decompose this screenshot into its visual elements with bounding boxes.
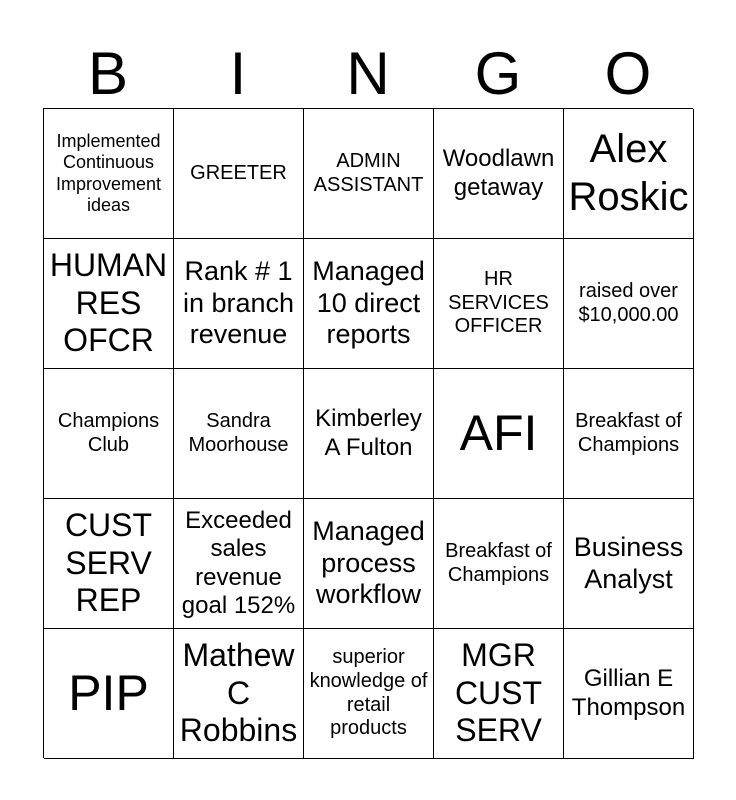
cell-label: Managed process workflow — [312, 515, 425, 610]
bingo-cell[interactable] — [44, 629, 174, 759]
bingo-cell[interactable] — [564, 499, 694, 629]
cell-label: GREETER — [190, 161, 287, 184]
cell-label: Business Analyst — [573, 531, 684, 594]
bingo-cell[interactable] — [434, 629, 564, 759]
bingo-cell[interactable] — [564, 369, 694, 499]
cell-label: Exceeded sales revenue goal 152% — [181, 506, 296, 619]
cell-label: Woodlawn getaway — [442, 145, 555, 201]
cell-label: MGR CUST SERV — [454, 636, 543, 749]
bingo-cell[interactable] — [44, 499, 174, 629]
header-letter-g: G — [474, 40, 522, 107]
cell-label: superior knowledge of retail products — [309, 646, 428, 740]
header-letter-n: N — [346, 40, 390, 107]
header-letter-i: I — [229, 40, 247, 107]
bingo-cell[interactable] — [564, 109, 694, 239]
cell-label: raised over $10,000.00 — [578, 279, 679, 326]
bingo-cell[interactable] — [174, 629, 304, 759]
bingo-card-grid — [43, 108, 693, 758]
cell-label: Breakfast of Champions — [445, 539, 552, 586]
bingo-cell[interactable] — [44, 239, 174, 369]
header-letter-b: B — [87, 40, 129, 107]
cell-label: Alex Roskic — [568, 127, 689, 219]
bingo-cell[interactable] — [304, 239, 434, 369]
bingo-cell[interactable] — [174, 239, 304, 369]
bingo-cell[interactable] — [434, 239, 564, 369]
bingo-cell[interactable] — [304, 629, 434, 759]
bingo-cell[interactable] — [564, 239, 694, 369]
cell-label: Mathew C Robbins — [179, 636, 298, 749]
cell-label: CUST SERV REP — [64, 506, 153, 619]
cell-label: ADMIN ASSISTANT — [313, 149, 424, 196]
cell-label: Champions Club — [57, 409, 160, 456]
cell-label: Implemented Continuous Improvement ideas — [55, 131, 162, 215]
bingo-cell[interactable] — [174, 109, 304, 239]
header-letter-o: O — [604, 40, 652, 107]
bingo-cell[interactable] — [434, 499, 564, 629]
bingo-cell[interactable] — [174, 499, 304, 629]
bingo-cell[interactable] — [304, 499, 434, 629]
cell-label: HUMAN RES OFCR — [49, 246, 168, 359]
bingo-cell[interactable] — [434, 109, 564, 239]
bingo-cell[interactable] — [564, 629, 694, 759]
cell-label: Kimberley A Fulton — [315, 405, 422, 461]
cell-label: AFI — [459, 405, 538, 461]
bingo-cell[interactable] — [174, 369, 304, 499]
bingo-cell[interactable] — [44, 369, 174, 499]
cell-label: Gillian E Thompson — [571, 665, 686, 721]
cell-label: Managed 10 direct reports — [312, 255, 425, 350]
cell-label: PIP — [68, 665, 149, 721]
cell-label: HR SERVICES OFFICER — [448, 268, 549, 338]
cell-label: Breakfast of Champions — [575, 409, 682, 456]
cell-label: Rank # 1 in branch revenue — [182, 255, 295, 350]
bingo-cell[interactable] — [44, 109, 174, 239]
bingo-cell[interactable] — [434, 369, 564, 499]
bingo-cell[interactable] — [304, 369, 434, 499]
bingo-header — [43, 40, 693, 108]
cell-label: Sandra Moorhouse — [188, 409, 289, 456]
bingo-cell[interactable] — [304, 109, 434, 239]
